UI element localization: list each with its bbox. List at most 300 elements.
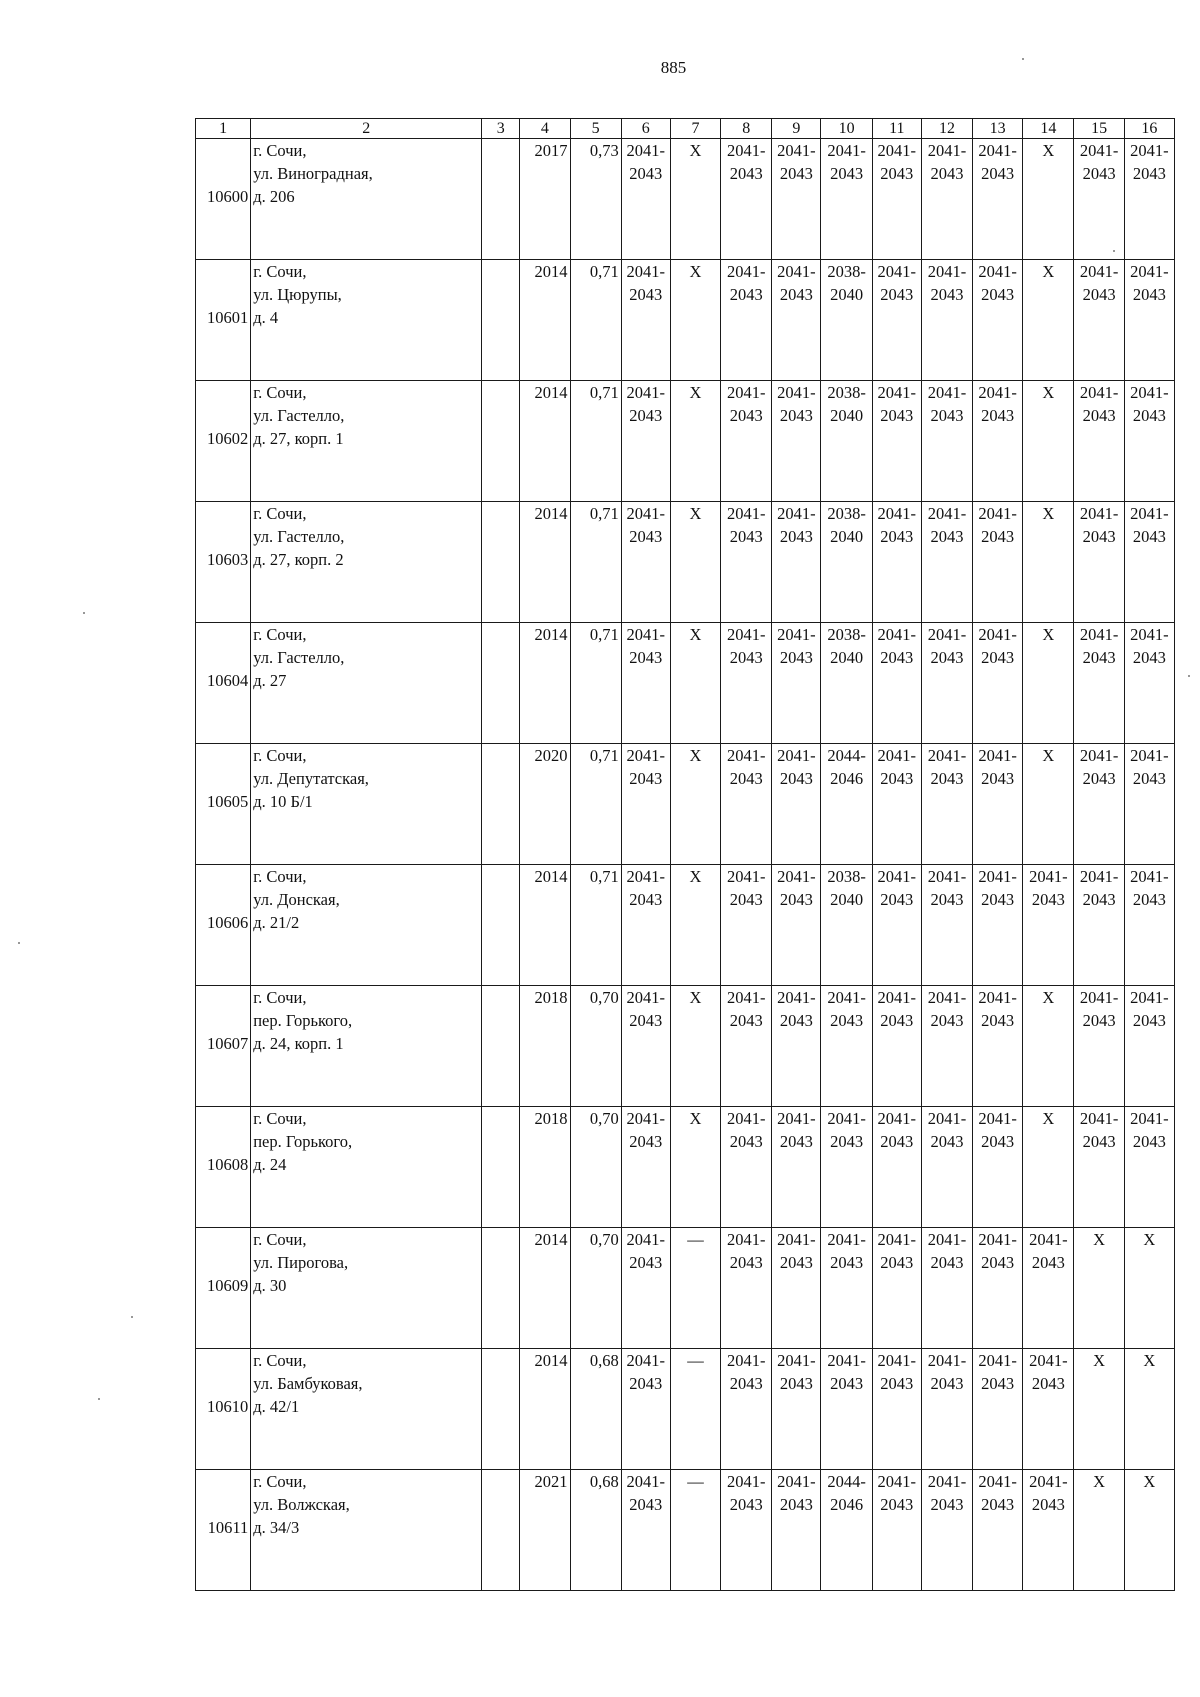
period-line: 2041- bbox=[877, 141, 917, 160]
row-number-text: 10605 bbox=[206, 792, 249, 811]
address-line: ул. Цюрупы, bbox=[253, 285, 342, 304]
address-cell bbox=[251, 260, 482, 381]
period-cell bbox=[872, 381, 921, 502]
mark-cell: X bbox=[670, 502, 720, 623]
period-line: 2043 bbox=[981, 527, 1015, 546]
mark-cell: X bbox=[1023, 139, 1074, 260]
period-line: 2043 bbox=[1082, 406, 1116, 425]
address-line: г. Сочи, bbox=[253, 867, 307, 886]
period-line: 2043 bbox=[1031, 1253, 1065, 1272]
period-line: 2043 bbox=[930, 1495, 964, 1514]
address-line: д. 27, корп. 1 bbox=[253, 429, 344, 448]
period-line: 2043 bbox=[729, 1011, 763, 1030]
table-row bbox=[196, 502, 1175, 623]
address-line: ул. Гастелло, bbox=[253, 648, 345, 667]
column-header-15: 15 bbox=[1074, 119, 1124, 139]
period-line: 2041- bbox=[626, 504, 666, 523]
period-line: 2043 bbox=[729, 406, 763, 425]
period-line: 2041- bbox=[877, 1472, 917, 1491]
coefficient-cell: 0,73 bbox=[570, 139, 621, 260]
period-line: 2043 bbox=[930, 164, 964, 183]
row-number-text: 10601 bbox=[206, 308, 249, 327]
period-line: 2041- bbox=[1130, 504, 1169, 523]
period-line: 2043 bbox=[830, 1253, 864, 1272]
row-number bbox=[196, 986, 251, 1107]
period-line: 2041- bbox=[626, 1230, 666, 1249]
period-line: 2041- bbox=[827, 1351, 866, 1370]
period-line: 2041- bbox=[1079, 504, 1119, 523]
period-cell bbox=[973, 986, 1023, 1107]
period-line: 2041- bbox=[777, 746, 816, 765]
page-number: 885 bbox=[660, 58, 687, 77]
row-number-text: 10609 bbox=[206, 1276, 249, 1295]
row-number bbox=[196, 1107, 251, 1228]
coefficient-cell: 0,71 bbox=[570, 381, 621, 502]
period-cell bbox=[821, 986, 872, 1107]
table-row bbox=[196, 1107, 1175, 1228]
period-line: 2043 bbox=[880, 1011, 914, 1030]
period-line: 2041- bbox=[1130, 141, 1169, 160]
period-cell bbox=[1074, 139, 1124, 260]
period-line: 2041- bbox=[978, 625, 1017, 644]
period-line: 2043 bbox=[981, 648, 1015, 667]
address-line: г. Сочи, bbox=[253, 383, 307, 402]
period-line: 2043 bbox=[629, 406, 663, 425]
period-cell bbox=[921, 139, 972, 260]
period-cell bbox=[821, 1349, 872, 1470]
period-cell bbox=[772, 502, 821, 623]
period-line: 2043 bbox=[880, 406, 914, 425]
register-table bbox=[195, 118, 1175, 1591]
period-line: 2043 bbox=[779, 1011, 813, 1030]
mark-cell: X bbox=[1023, 986, 1074, 1107]
period-cell bbox=[821, 502, 872, 623]
mark-cell: X bbox=[1023, 744, 1074, 865]
period-line: 2041- bbox=[726, 625, 766, 644]
period-cell bbox=[721, 623, 772, 744]
address-line: д. 10 Б/1 bbox=[253, 792, 313, 811]
address-line: г. Сочи, bbox=[253, 746, 307, 765]
address-cell bbox=[251, 139, 482, 260]
period-cell bbox=[1124, 865, 1174, 986]
column-header-13: 13 bbox=[973, 119, 1023, 139]
period-line: 2041- bbox=[777, 383, 816, 402]
period-cell bbox=[721, 260, 772, 381]
period-cell bbox=[621, 1228, 670, 1349]
period-cell bbox=[973, 1349, 1023, 1470]
period-line: 2038- bbox=[827, 262, 866, 281]
period-cell bbox=[973, 260, 1023, 381]
coefficient-cell: 0,70 bbox=[570, 1228, 621, 1349]
row-number bbox=[196, 1470, 251, 1591]
period-line: 2041- bbox=[1079, 625, 1119, 644]
period-cell bbox=[1074, 986, 1124, 1107]
period-line: 2041- bbox=[827, 141, 866, 160]
period-line: 2043 bbox=[930, 406, 964, 425]
period-line: 2041- bbox=[877, 383, 917, 402]
address-line: д. 206 bbox=[253, 187, 295, 206]
period-line: 2041- bbox=[827, 1109, 866, 1128]
period-line: 2041- bbox=[827, 988, 866, 1007]
period-line: 2041- bbox=[877, 1351, 917, 1370]
period-line: 2043 bbox=[729, 1495, 763, 1514]
year-cell: 2014 bbox=[520, 623, 570, 744]
table-row bbox=[196, 744, 1175, 865]
column-header-3: 3 bbox=[482, 119, 520, 139]
period-line: 2041- bbox=[927, 988, 967, 1007]
period-cell bbox=[772, 865, 821, 986]
period-cell bbox=[772, 623, 821, 744]
period-cell bbox=[872, 986, 921, 1107]
row-number bbox=[196, 1228, 251, 1349]
period-line: 2043 bbox=[629, 285, 663, 304]
period-cell bbox=[921, 623, 972, 744]
period-line: 2041- bbox=[1079, 746, 1119, 765]
period-cell bbox=[821, 623, 872, 744]
mark-cell: X bbox=[1023, 502, 1074, 623]
address-line: г. Сочи, bbox=[253, 141, 307, 160]
period-line: 2043 bbox=[1031, 1374, 1065, 1393]
coefficient-cell: 0,68 bbox=[570, 1349, 621, 1470]
period-line: 2043 bbox=[830, 1011, 864, 1030]
address-line: г. Сочи, bbox=[253, 1351, 307, 1370]
column-header-7: 7 bbox=[670, 119, 720, 139]
period-line: 2041- bbox=[626, 141, 666, 160]
period-cell bbox=[921, 1470, 972, 1591]
period-line: 2043 bbox=[1082, 1011, 1116, 1030]
period-line: 2041- bbox=[777, 504, 816, 523]
period-line: 2044- bbox=[827, 1472, 866, 1491]
address-line: д. 24, корп. 1 bbox=[253, 1034, 344, 1053]
period-cell bbox=[721, 744, 772, 865]
period-line: 2041- bbox=[927, 1472, 967, 1491]
period-line: 2041- bbox=[726, 1230, 766, 1249]
period-cell bbox=[1023, 865, 1074, 986]
mark-cell: X bbox=[670, 865, 720, 986]
period-cell bbox=[721, 865, 772, 986]
period-cell bbox=[921, 1107, 972, 1228]
address-cell bbox=[251, 1349, 482, 1470]
coefficient-cell: 0,71 bbox=[570, 744, 621, 865]
period-line: 2043 bbox=[981, 1253, 1015, 1272]
period-line: 2043 bbox=[930, 648, 964, 667]
period-line: 2041- bbox=[978, 867, 1017, 886]
period-line: 2043 bbox=[779, 1253, 813, 1272]
period-cell bbox=[1074, 381, 1124, 502]
scan-speck bbox=[98, 1398, 100, 1400]
period-line: 2043 bbox=[629, 1132, 663, 1151]
empty-cell bbox=[482, 139, 520, 260]
period-line: 2043 bbox=[779, 769, 813, 788]
period-line: 2043 bbox=[779, 164, 813, 183]
period-line: 2041- bbox=[978, 262, 1017, 281]
period-line: 2043 bbox=[880, 285, 914, 304]
table-row bbox=[196, 260, 1175, 381]
table-row bbox=[196, 623, 1175, 744]
year-cell: 2021 bbox=[520, 1470, 570, 1591]
period-cell bbox=[1074, 1107, 1124, 1228]
period-line: 2043 bbox=[1082, 527, 1116, 546]
period-cell bbox=[921, 381, 972, 502]
year-cell: 2017 bbox=[520, 139, 570, 260]
period-line: 2043 bbox=[729, 1132, 763, 1151]
period-cell bbox=[821, 865, 872, 986]
period-cell bbox=[872, 1349, 921, 1470]
address-line: д. 27, корп. 2 bbox=[253, 550, 344, 569]
period-line: 2041- bbox=[777, 262, 816, 281]
period-line: 2041- bbox=[877, 1230, 917, 1249]
period-cell bbox=[1023, 1228, 1074, 1349]
period-line: 2041- bbox=[726, 1109, 766, 1128]
period-line: 2043 bbox=[830, 1132, 864, 1151]
period-line: 2041- bbox=[927, 1230, 967, 1249]
coefficient-cell: 0,70 bbox=[570, 986, 621, 1107]
row-number bbox=[196, 260, 251, 381]
period-line: 2041- bbox=[877, 625, 917, 644]
address-line: г. Сочи, bbox=[253, 1230, 307, 1249]
period-line: 2043 bbox=[1082, 1132, 1116, 1151]
period-cell bbox=[772, 1107, 821, 1228]
period-line: 2043 bbox=[981, 890, 1015, 909]
period-line: 2041- bbox=[726, 867, 766, 886]
address-cell bbox=[251, 1228, 482, 1349]
period-line: 2043 bbox=[981, 1495, 1015, 1514]
mark-cell: X bbox=[1074, 1349, 1124, 1470]
coefficient-cell: 0,71 bbox=[570, 260, 621, 381]
period-line: 2043 bbox=[1132, 890, 1166, 909]
scan-speck bbox=[83, 612, 85, 614]
row-number-text: 10604 bbox=[206, 671, 249, 690]
period-line: 2041- bbox=[777, 1109, 816, 1128]
period-line: 2043 bbox=[779, 1374, 813, 1393]
period-cell bbox=[621, 1470, 670, 1591]
mark-cell: X bbox=[670, 260, 720, 381]
period-line: 2041- bbox=[1130, 383, 1169, 402]
empty-cell bbox=[482, 1107, 520, 1228]
period-line: 2043 bbox=[981, 769, 1015, 788]
period-line: 2043 bbox=[629, 890, 663, 909]
period-cell bbox=[1023, 1470, 1074, 1591]
period-line: 2041- bbox=[927, 141, 967, 160]
address-line: д. 4 bbox=[253, 308, 279, 327]
period-cell bbox=[821, 381, 872, 502]
period-cell bbox=[772, 381, 821, 502]
period-line: 2041- bbox=[1130, 262, 1169, 281]
mark-cell: X bbox=[1023, 260, 1074, 381]
period-cell bbox=[821, 1470, 872, 1591]
row-number bbox=[196, 744, 251, 865]
mark-cell: — bbox=[670, 1470, 720, 1591]
column-header-1: 1 bbox=[196, 119, 251, 139]
address-line: ул. Волжская, bbox=[253, 1495, 350, 1514]
period-cell bbox=[921, 865, 972, 986]
mark-cell: X bbox=[670, 381, 720, 502]
period-line: 2041- bbox=[877, 262, 917, 281]
period-line: 2043 bbox=[779, 285, 813, 304]
period-cell bbox=[1124, 1107, 1174, 1228]
table-row bbox=[196, 139, 1175, 260]
period-line: 2043 bbox=[830, 1374, 864, 1393]
period-cell bbox=[1124, 744, 1174, 865]
scan-speck bbox=[18, 942, 20, 944]
period-line: 2041- bbox=[978, 1351, 1017, 1370]
address-line: пер. Горького, bbox=[253, 1132, 353, 1151]
period-line: 2041- bbox=[1029, 1351, 1068, 1370]
period-cell bbox=[621, 986, 670, 1107]
period-line: 2043 bbox=[729, 164, 763, 183]
row-number-text: 10603 bbox=[206, 550, 249, 569]
period-line: 2043 bbox=[729, 769, 763, 788]
period-line: 2041- bbox=[978, 746, 1017, 765]
period-cell bbox=[921, 744, 972, 865]
column-header-12: 12 bbox=[921, 119, 972, 139]
period-line: 2041- bbox=[927, 1109, 967, 1128]
period-line: 2043 bbox=[779, 1132, 813, 1151]
address-line: ул. Гастелло, bbox=[253, 406, 345, 425]
address-cell bbox=[251, 381, 482, 502]
empty-cell bbox=[482, 381, 520, 502]
period-cell bbox=[973, 1107, 1023, 1228]
mark-cell: X bbox=[1023, 1107, 1074, 1228]
period-cell bbox=[921, 986, 972, 1107]
coefficient-cell: 0,70 bbox=[570, 1107, 621, 1228]
period-line: 2043 bbox=[629, 164, 663, 183]
period-line: 2043 bbox=[729, 1374, 763, 1393]
scan-speck bbox=[131, 1316, 133, 1318]
period-line: 2041- bbox=[726, 1472, 766, 1491]
address-line: д. 34/3 bbox=[253, 1518, 300, 1537]
period-line: 2041- bbox=[978, 504, 1017, 523]
period-cell bbox=[1124, 623, 1174, 744]
address-cell bbox=[251, 623, 482, 744]
address-line: ул. Гастелло, bbox=[253, 527, 345, 546]
period-cell bbox=[872, 865, 921, 986]
period-line: 2041- bbox=[777, 1351, 816, 1370]
period-cell bbox=[621, 1349, 670, 1470]
period-line: 2041- bbox=[777, 867, 816, 886]
period-line: 2043 bbox=[930, 890, 964, 909]
empty-cell bbox=[482, 865, 520, 986]
period-cell bbox=[821, 744, 872, 865]
period-cell bbox=[721, 139, 772, 260]
period-line: 2046 bbox=[830, 1495, 864, 1514]
period-line: 2040 bbox=[830, 285, 864, 304]
table-row bbox=[196, 1470, 1175, 1591]
period-cell bbox=[721, 986, 772, 1107]
column-header-14: 14 bbox=[1023, 119, 1074, 139]
coefficient-cell: 0,71 bbox=[570, 502, 621, 623]
row-number bbox=[196, 139, 251, 260]
address-line: ул. Виноградная, bbox=[253, 164, 373, 183]
period-line: 2043 bbox=[779, 406, 813, 425]
row-number-text: 10600 bbox=[206, 187, 249, 206]
period-cell bbox=[772, 139, 821, 260]
period-cell bbox=[973, 502, 1023, 623]
empty-cell bbox=[482, 744, 520, 865]
period-line: 2041- bbox=[626, 383, 666, 402]
period-line: 2038- bbox=[827, 504, 866, 523]
address-line: г. Сочи, bbox=[253, 1472, 307, 1491]
period-line: 2038- bbox=[827, 625, 866, 644]
period-line: 2041- bbox=[777, 1230, 816, 1249]
period-line: 2040 bbox=[830, 648, 864, 667]
period-line: 2043 bbox=[629, 1011, 663, 1030]
scan-speck bbox=[1022, 58, 1024, 60]
period-line: 2041- bbox=[927, 262, 967, 281]
address-line: пер. Горького, bbox=[253, 1011, 353, 1030]
period-line: 2041- bbox=[726, 1351, 766, 1370]
period-cell bbox=[1124, 260, 1174, 381]
period-line: 2041- bbox=[626, 867, 666, 886]
year-cell: 2018 bbox=[520, 1107, 570, 1228]
row-number bbox=[196, 502, 251, 623]
period-line: 2043 bbox=[629, 769, 663, 788]
empty-cell bbox=[482, 502, 520, 623]
period-line: 2041- bbox=[827, 1230, 866, 1249]
period-line: 2041- bbox=[1130, 867, 1169, 886]
period-cell bbox=[821, 1107, 872, 1228]
period-cell bbox=[821, 139, 872, 260]
period-cell bbox=[721, 1107, 772, 1228]
period-cell bbox=[621, 260, 670, 381]
period-line: 2043 bbox=[629, 648, 663, 667]
period-line: 2043 bbox=[1132, 648, 1166, 667]
address-line: д. 30 bbox=[253, 1276, 287, 1295]
period-line: 2043 bbox=[729, 648, 763, 667]
period-cell bbox=[1074, 744, 1124, 865]
period-line: 2041- bbox=[726, 988, 766, 1007]
period-line: 2041- bbox=[978, 1472, 1017, 1491]
address-cell bbox=[251, 986, 482, 1107]
mark-cell: X bbox=[1074, 1228, 1124, 1349]
table-row bbox=[196, 1349, 1175, 1470]
address-line: г. Сочи, bbox=[253, 504, 307, 523]
period-cell bbox=[973, 139, 1023, 260]
period-line: 2041- bbox=[1130, 625, 1169, 644]
period-cell bbox=[872, 502, 921, 623]
column-header-6: 6 bbox=[621, 119, 670, 139]
period-cell bbox=[872, 623, 921, 744]
period-line: 2043 bbox=[930, 285, 964, 304]
period-cell bbox=[772, 986, 821, 1107]
period-line: 2043 bbox=[981, 285, 1015, 304]
period-line: 2043 bbox=[830, 164, 864, 183]
address-cell bbox=[251, 1470, 482, 1591]
period-line: 2041- bbox=[1029, 1230, 1068, 1249]
period-line: 2043 bbox=[880, 648, 914, 667]
period-line: 2043 bbox=[1132, 527, 1166, 546]
period-line: 2041- bbox=[877, 504, 917, 523]
period-line: 2043 bbox=[880, 769, 914, 788]
period-cell bbox=[921, 1349, 972, 1470]
period-line: 2041- bbox=[626, 746, 666, 765]
period-line: 2040 bbox=[830, 890, 864, 909]
empty-cell bbox=[482, 986, 520, 1107]
period-line: 2041- bbox=[626, 625, 666, 644]
period-line: 2043 bbox=[981, 164, 1015, 183]
address-line: д. 21/2 bbox=[253, 913, 300, 932]
address-cell bbox=[251, 1107, 482, 1228]
period-cell bbox=[1124, 502, 1174, 623]
period-line: 2041- bbox=[726, 141, 766, 160]
period-line: 2043 bbox=[629, 527, 663, 546]
row-number-text: 10602 bbox=[206, 429, 249, 448]
period-line: 2043 bbox=[729, 527, 763, 546]
year-cell: 2020 bbox=[520, 744, 570, 865]
period-cell bbox=[872, 1107, 921, 1228]
period-line: 2041- bbox=[1130, 1109, 1169, 1128]
period-line: 2041- bbox=[726, 262, 766, 281]
